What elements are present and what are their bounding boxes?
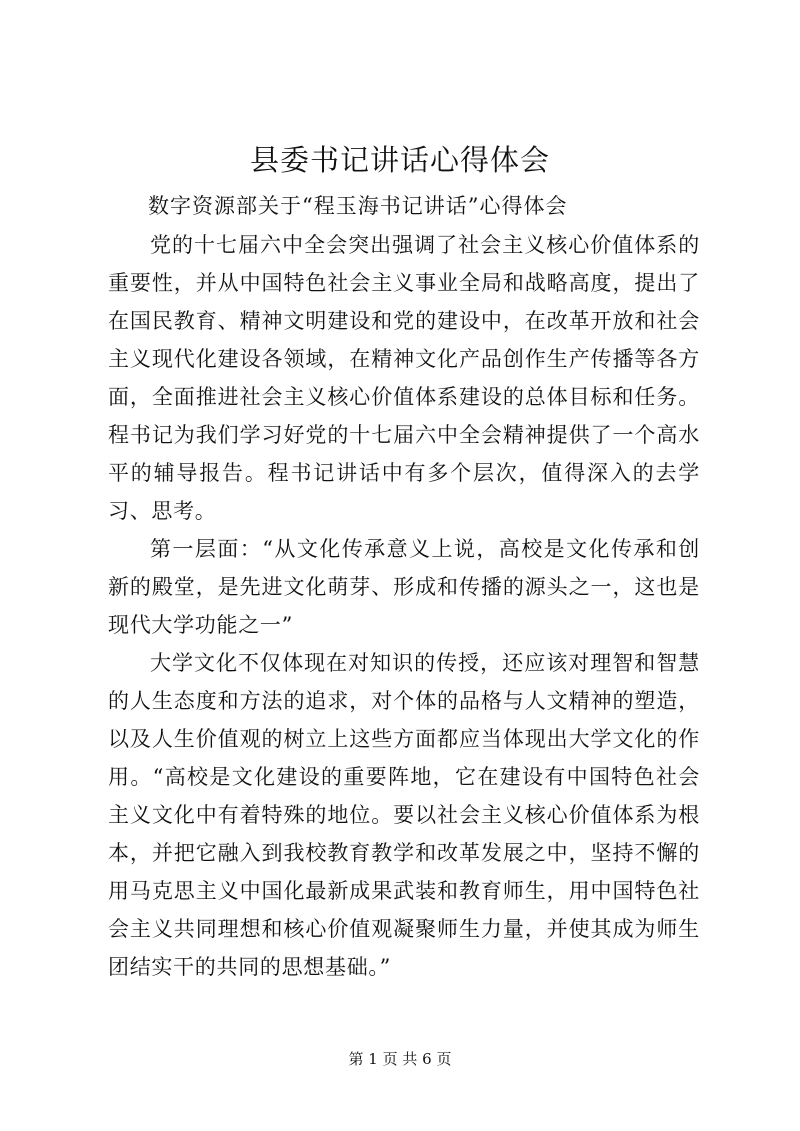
page-number-footer: 第 1 页 共 6 页	[348, 1050, 452, 1068]
paragraph-1: 党的十七届六中全会突出强调了社会主义核心价值体系的重要性，并从中国特色社会主义事业全局和战略高度，提出了在国民教育、精神文明建设和党的建设中，在改革开放和社会主义现代化建设各领域，在精神文化产品创作生产传播等各方面，全面推进社会主义核心价值体系建设的总体目标和任务。程书记为我们学习好党的十七届六中全会精神提供了一个高水平的辅导报告。程书记讲话中有多个层次，值得深入的去学习、思考。	[108, 233, 700, 523]
paragraph-3: 大学文化不仅体现在对知识的传授，还应该对理智和智慧的人生态度和方法的追求，对个体的品格与人文精神的塑造，以及人生价值观的树立上这些方面都应当体现出大学文化的作用。“高校是文化建设的重要阵地，它在建设有中国特色社会主义文化中有着特殊的地位。要以社会主义核心价值体系为根本，并把它融入到我校教育教学和改革发展之中，坚持不懈的用马克思主义中国化最新成果武装和教育师生，用中国特色社会主义共同理想和核心价值观凝聚师生力量，并使其成为师生团结实干的共同的思想基础。”	[108, 651, 700, 979]
document-title: 县委书记讲话心得体会	[249, 143, 550, 177]
document-subtitle: 数字资源部关于“程玉海书记讲话”心得体会	[148, 194, 568, 218]
paragraph-2: 第一层面：“从文化传承意义上说，高校是文化传承和创新的殿堂，是先进文化萌芽、形成和传播的源头之一，这也是现代大学功能之一”	[108, 537, 700, 637]
document-body	[108, 226, 700, 986]
